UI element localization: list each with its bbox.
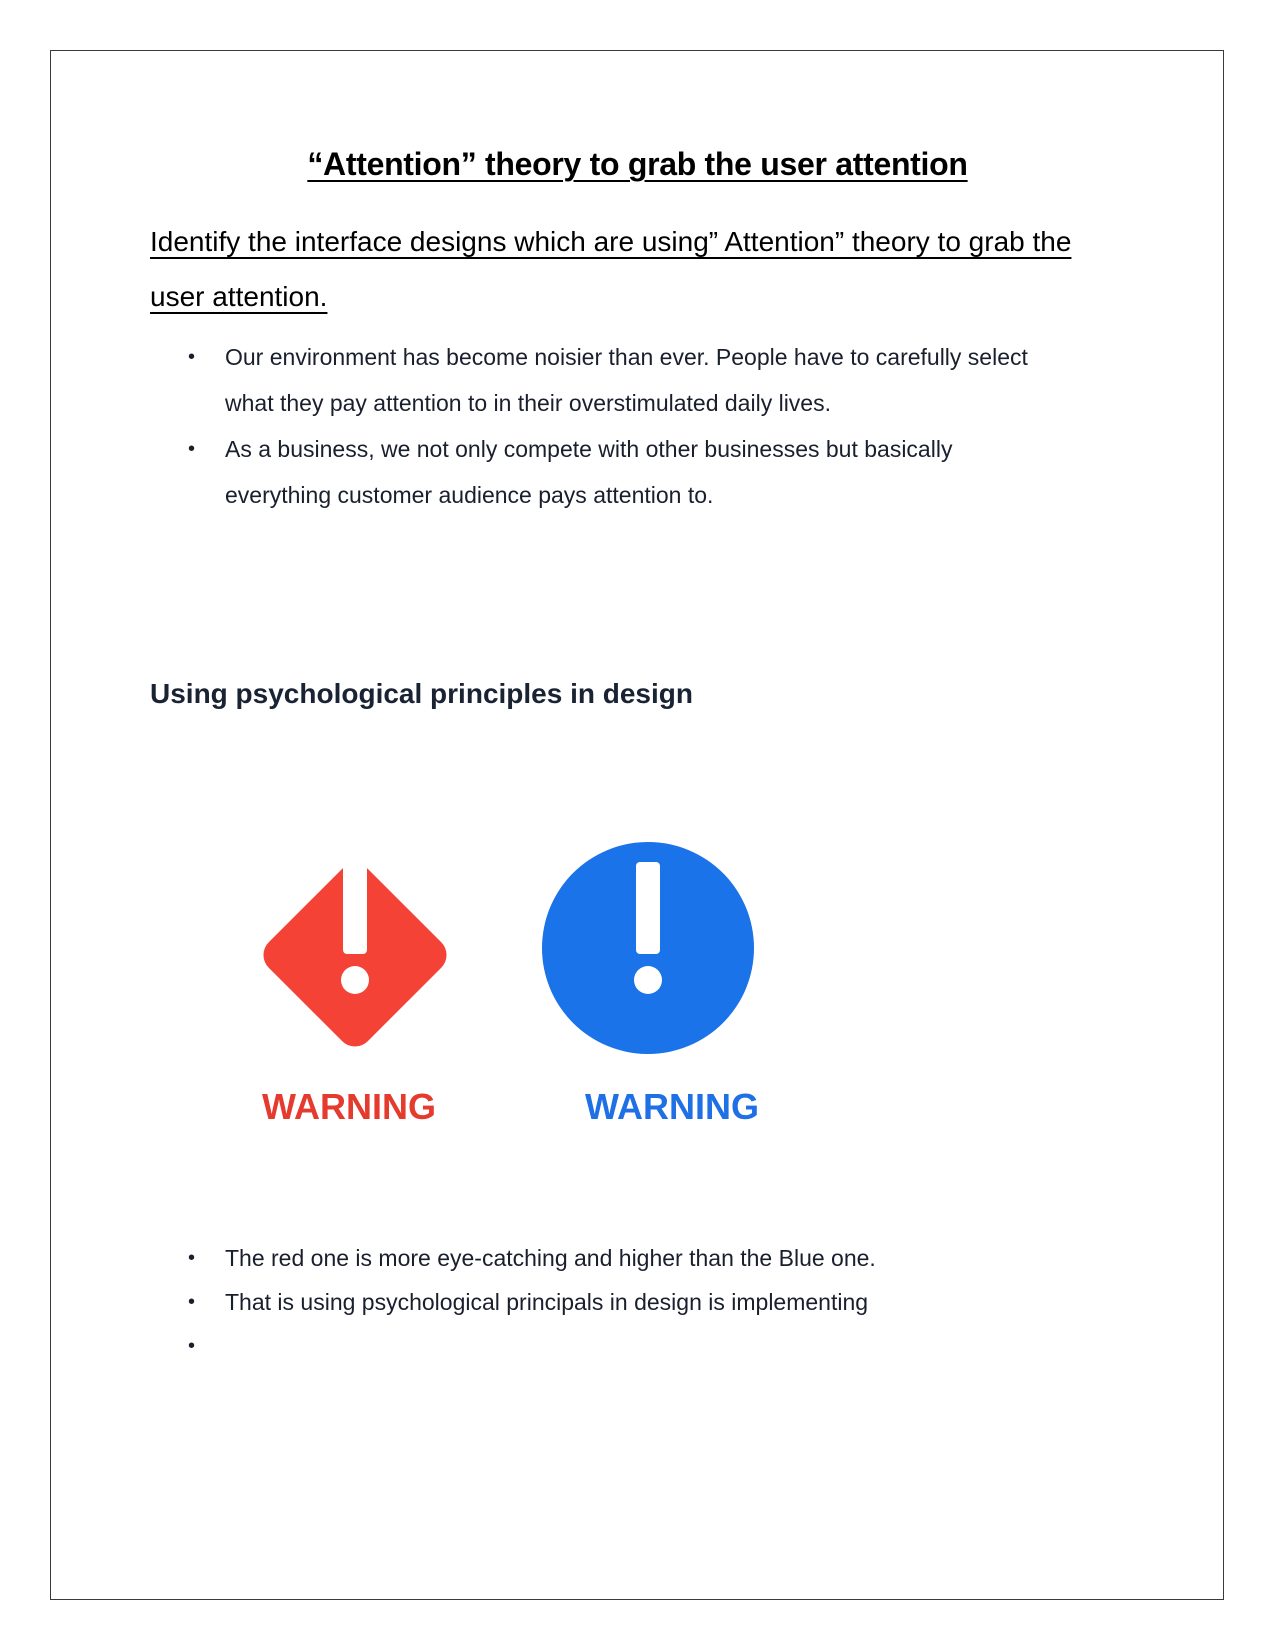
bullet-dot: •	[188, 438, 196, 460]
blue-warning-label: WARNING	[585, 1086, 759, 1127]
list-item-text: That is using psychological principals in design is implementing	[225, 1289, 869, 1315]
list-item	[150, 1324, 1110, 1368]
bullet-dot: •	[188, 1335, 196, 1357]
list-item-text: As a business, we not only compete with other businesses but basically everything customer audience pays attention to.	[225, 436, 953, 508]
bullet-dot: •	[188, 346, 196, 368]
subheading	[150, 214, 1130, 324]
exclamation-circle-icon	[536, 840, 766, 1070]
list-item	[150, 1236, 1110, 1280]
list-item	[150, 1280, 1110, 1324]
warning-comparison-figure	[240, 840, 800, 1140]
red-warning-label: WARNING	[262, 1086, 436, 1127]
exclamation-diamond-icon	[240, 840, 470, 1070]
list-item	[150, 426, 1110, 518]
closing-bullet-list	[150, 1236, 1110, 1368]
intro-bullet-list	[150, 334, 1110, 518]
document-title: “Attention” theory to grab the user attention	[307, 146, 968, 182]
list-item	[150, 334, 1110, 426]
list-item-text: The red one is more eye-catching and higher than the Blue one.	[225, 1245, 876, 1271]
subheading-line-1: Identify the interface designs which are using” Attention” theory to grab the	[150, 226, 1072, 257]
subheading-line-2: user attention.	[150, 281, 328, 312]
bullet-dot: •	[188, 1291, 196, 1313]
bullet-dot: •	[188, 1247, 196, 1269]
list-item-text: Our environment has become noisier than ever. People have to carefully select what they pay attention to in their overstimulated daily lives.	[225, 344, 1028, 416]
section-heading: Using psychological principles in design	[150, 678, 693, 709]
